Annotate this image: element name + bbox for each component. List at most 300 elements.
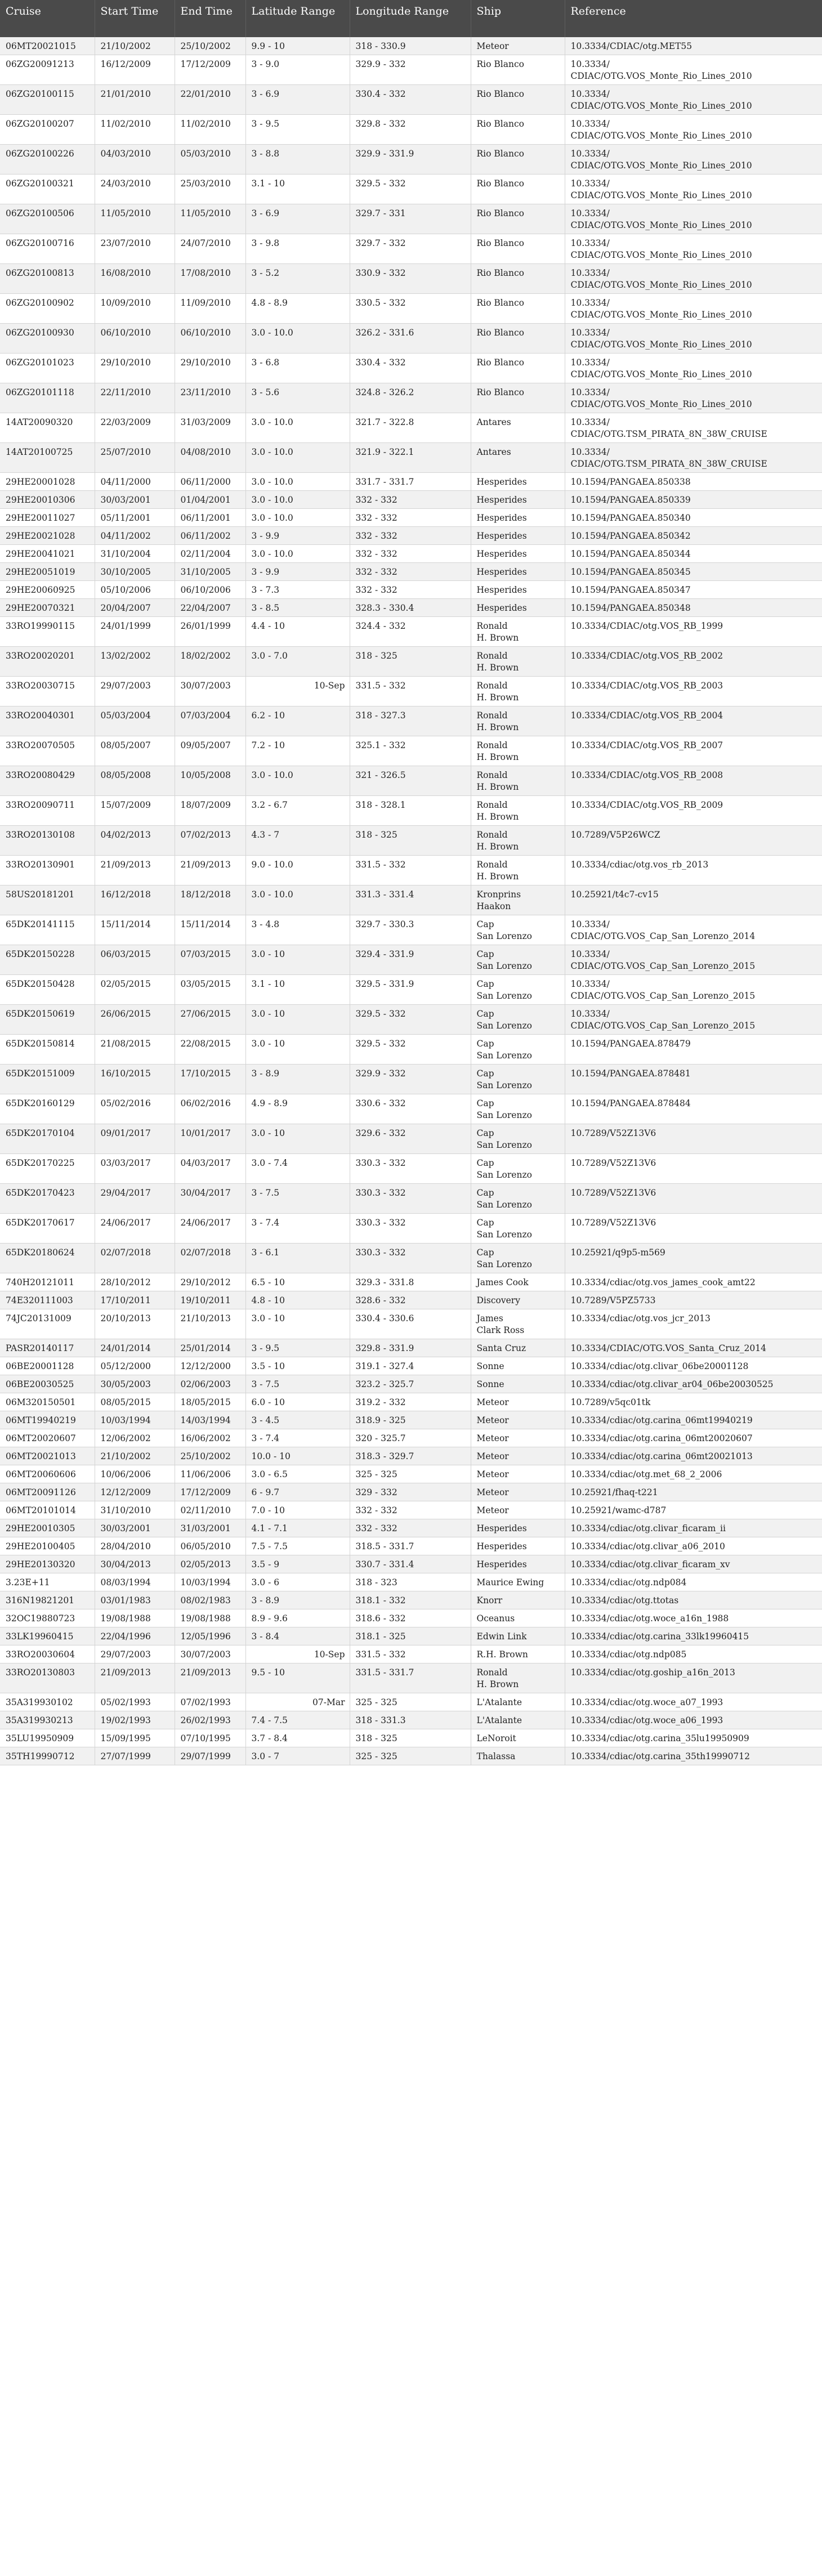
cell-end-time: 18/02/2002 bbox=[175, 647, 245, 677]
cell-reference: 10.3334/ CDIAC/OTG.VOS_Monte_Rio_Lines_2010 bbox=[565, 85, 822, 115]
cell-latitude-range: 3.7 - 8.4 bbox=[245, 1729, 350, 1747]
cell-latitude-range: 07-Mar bbox=[245, 1693, 350, 1711]
cell-latitude-range: 3 - 7.3 bbox=[245, 581, 350, 599]
cell-ship: Rio Blanco bbox=[471, 115, 565, 145]
cell-end-time: 24/06/2017 bbox=[175, 1214, 245, 1244]
cell-ship: Rio Blanco bbox=[471, 383, 565, 413]
cell-latitude-range: 9.0 - 10.0 bbox=[245, 856, 350, 886]
cell-end-time: 12/05/1996 bbox=[175, 1627, 245, 1645]
cell-latitude-range: 7.0 - 10 bbox=[245, 1501, 350, 1519]
cell-cruise: 06ZG20101118 bbox=[0, 383, 95, 413]
cell-start-time: 22/03/2009 bbox=[95, 413, 175, 443]
cell-latitude-range: 3.0 - 10.0 bbox=[245, 509, 350, 527]
table-row bbox=[0, 115, 822, 145]
cell-reference: 10.7289/V5PZ5733 bbox=[565, 1291, 822, 1309]
cell-longitude-range: 329.8 - 331.9 bbox=[350, 1339, 471, 1357]
cell-cruise: 65DK20170225 bbox=[0, 1154, 95, 1184]
cell-end-time: 29/10/2012 bbox=[175, 1273, 245, 1291]
cell-end-time: 12/12/2000 bbox=[175, 1357, 245, 1375]
cell-latitude-range: 3 - 6.1 bbox=[245, 1244, 350, 1273]
table-row bbox=[0, 617, 822, 647]
table-row bbox=[0, 1291, 822, 1309]
cell-reference: 10.1594/PANGAEA.878481 bbox=[565, 1065, 822, 1094]
cell-longitude-range: 318 - 325 bbox=[350, 647, 471, 677]
cell-start-time: 04/03/2010 bbox=[95, 145, 175, 175]
cell-latitude-range: 7.2 - 10 bbox=[245, 736, 350, 766]
cell-latitude-range: 3 - 5.6 bbox=[245, 383, 350, 413]
table-row bbox=[0, 945, 822, 975]
cell-ship: Hesperides bbox=[471, 509, 565, 527]
cell-end-time: 02/11/2010 bbox=[175, 1501, 245, 1519]
cell-end-time: 04/08/2010 bbox=[175, 443, 245, 473]
cell-end-time: 06/10/2006 bbox=[175, 581, 245, 599]
cell-reference: 10.3334/CDIAC/otg.VOS_RB_2004 bbox=[565, 706, 822, 736]
cell-cruise: 74JC20131009 bbox=[0, 1309, 95, 1339]
cell-end-time: 25/10/2002 bbox=[175, 37, 245, 55]
cell-ship: Cap San Lorenzo bbox=[471, 945, 565, 975]
cell-latitude-range: 6.5 - 10 bbox=[245, 1273, 350, 1291]
cell-reference: 10.3334/cdiac/otg.carina_35lu19950909 bbox=[565, 1729, 822, 1747]
cell-ship: Ronald H. Brown bbox=[471, 736, 565, 766]
cell-ship: Meteor bbox=[471, 1411, 565, 1429]
cell-start-time: 08/05/2015 bbox=[95, 1393, 175, 1411]
cell-latitude-range: 6 - 9.7 bbox=[245, 1483, 350, 1501]
cell-longitude-range: 329 - 332 bbox=[350, 1483, 471, 1501]
cell-end-time: 07/10/1995 bbox=[175, 1729, 245, 1747]
cell-latitude-range: 10-Sep bbox=[245, 677, 350, 706]
cell-reference: 10.3334/CDIAC/otg.VOS_RB_2003 bbox=[565, 677, 822, 706]
header-longitude-range: Longitude Range bbox=[350, 0, 471, 37]
table-row bbox=[0, 706, 822, 736]
cell-start-time: 16/12/2009 bbox=[95, 55, 175, 85]
cell-end-time: 08/02/1983 bbox=[175, 1591, 245, 1609]
cell-start-time: 05/10/2006 bbox=[95, 581, 175, 599]
cell-end-time: 06/02/2016 bbox=[175, 1094, 245, 1124]
cell-start-time: 08/05/2007 bbox=[95, 736, 175, 766]
table-row bbox=[0, 175, 822, 204]
cell-longitude-range: 330.6 - 332 bbox=[350, 1094, 471, 1124]
cell-latitude-range: 3 - 8.4 bbox=[245, 1627, 350, 1645]
cell-reference: 10.1594/PANGAEA.878484 bbox=[565, 1094, 822, 1124]
cell-start-time: 04/11/2002 bbox=[95, 527, 175, 545]
table-row bbox=[0, 599, 822, 617]
cell-ship: Cap San Lorenzo bbox=[471, 1184, 565, 1214]
cell-latitude-range: 3.0 - 10.0 bbox=[245, 324, 350, 354]
table-row bbox=[0, 886, 822, 915]
cell-ship: Ronald H. Brown bbox=[471, 1663, 565, 1693]
cell-latitude-range: 3.0 - 10.0 bbox=[245, 413, 350, 443]
cell-end-time: 14/03/1994 bbox=[175, 1411, 245, 1429]
cell-longitude-range: 331.3 - 331.4 bbox=[350, 886, 471, 915]
table-row bbox=[0, 915, 822, 945]
cell-start-time: 15/09/1995 bbox=[95, 1729, 175, 1747]
cell-end-time: 07/02/2013 bbox=[175, 826, 245, 856]
cell-end-time: 18/05/2015 bbox=[175, 1393, 245, 1411]
cell-start-time: 10/09/2010 bbox=[95, 294, 175, 324]
table-row bbox=[0, 1375, 822, 1393]
cell-cruise: 58US20181201 bbox=[0, 886, 95, 915]
cell-reference: 10.3334/ CDIAC/OTG.VOS_Monte_Rio_Lines_2010 bbox=[565, 264, 822, 294]
table-row bbox=[0, 1591, 822, 1609]
cell-ship: Cap San Lorenzo bbox=[471, 1065, 565, 1094]
cell-reference: 10.3334/CDIAC/OTG.VOS_Santa_Cruz_2014 bbox=[565, 1339, 822, 1357]
cell-longitude-range: 318 - 327.3 bbox=[350, 706, 471, 736]
cell-ship: L'Atalante bbox=[471, 1711, 565, 1729]
cell-longitude-range: 320 - 325.7 bbox=[350, 1429, 471, 1447]
cell-latitude-range: 3 - 6.9 bbox=[245, 85, 350, 115]
cell-reference: 10.1594/PANGAEA.878479 bbox=[565, 1035, 822, 1065]
cell-reference: 10.3334/CDIAC/otg.VOS_RB_1999 bbox=[565, 617, 822, 647]
cell-cruise: 33RO20130803 bbox=[0, 1663, 95, 1693]
cell-reference: 10.3334/cdiac/otg.clivar_ficaram_ii bbox=[565, 1519, 822, 1537]
table-row bbox=[0, 354, 822, 383]
cell-longitude-range: 332 - 332 bbox=[350, 491, 471, 509]
cell-end-time: 17/08/2010 bbox=[175, 264, 245, 294]
table-row bbox=[0, 581, 822, 599]
cell-start-time: 17/10/2011 bbox=[95, 1291, 175, 1309]
table-row bbox=[0, 736, 822, 766]
cell-latitude-range: 3 - 9.5 bbox=[245, 1339, 350, 1357]
cell-ship: Ronald H. Brown bbox=[471, 706, 565, 736]
cell-longitude-range: 332 - 332 bbox=[350, 1501, 471, 1519]
cell-cruise: 33RO20130108 bbox=[0, 826, 95, 856]
table-row bbox=[0, 1035, 822, 1065]
cell-longitude-range: 331.5 - 332 bbox=[350, 856, 471, 886]
cell-reference: 10.3334/ CDIAC/OTG.VOS_Monte_Rio_Lines_2010 bbox=[565, 294, 822, 324]
cell-end-time: 06/11/2002 bbox=[175, 527, 245, 545]
cell-end-time: 11/05/2010 bbox=[175, 204, 245, 234]
cell-cruise: 06ZG20100813 bbox=[0, 264, 95, 294]
cell-cruise: 14AT20100725 bbox=[0, 443, 95, 473]
cell-reference: 10.3334/ CDIAC/OTG.VOS_Monte_Rio_Lines_2010 bbox=[565, 234, 822, 264]
cell-reference: 10.7289/v5qc01tk bbox=[565, 1393, 822, 1411]
cell-latitude-range: 3.5 - 10 bbox=[245, 1357, 350, 1375]
cell-end-time: 05/03/2010 bbox=[175, 145, 245, 175]
cell-ship: Discovery bbox=[471, 1291, 565, 1309]
cell-reference: 10.3334/cdiac/otg.woce_a07_1993 bbox=[565, 1693, 822, 1711]
cell-longitude-range: 332 - 332 bbox=[350, 1519, 471, 1537]
table-row bbox=[0, 1729, 822, 1747]
cell-longitude-range: 318 - 331.3 bbox=[350, 1711, 471, 1729]
cell-latitude-range: 3.0 - 10.0 bbox=[245, 886, 350, 915]
cell-longitude-range: 318.9 - 325 bbox=[350, 1411, 471, 1429]
cell-end-time: 11/06/2006 bbox=[175, 1465, 245, 1483]
cell-longitude-range: 324.8 - 326.2 bbox=[350, 383, 471, 413]
cell-cruise: 06M320150501 bbox=[0, 1393, 95, 1411]
table-row bbox=[0, 1447, 822, 1465]
cell-reference: 10.3334/ CDIAC/OTG.VOS_Monte_Rio_Lines_2010 bbox=[565, 383, 822, 413]
cell-reference: 10.25921/fhaq-t221 bbox=[565, 1483, 822, 1501]
cell-end-time: 11/02/2010 bbox=[175, 115, 245, 145]
cell-end-time: 19/08/1988 bbox=[175, 1609, 245, 1627]
cell-end-time: 31/03/2001 bbox=[175, 1519, 245, 1537]
cell-start-time: 12/12/2009 bbox=[95, 1483, 175, 1501]
cell-cruise: 35A319930102 bbox=[0, 1693, 95, 1711]
cell-cruise: 65DK20170104 bbox=[0, 1124, 95, 1154]
cell-cruise: 29HE20060925 bbox=[0, 581, 95, 599]
cell-start-time: 20/04/2007 bbox=[95, 599, 175, 617]
cell-cruise: 06ZG20100902 bbox=[0, 294, 95, 324]
cell-start-time: 24/06/2017 bbox=[95, 1214, 175, 1244]
cell-start-time: 11/05/2010 bbox=[95, 204, 175, 234]
cell-longitude-range: 331.5 - 332 bbox=[350, 677, 471, 706]
cell-cruise: 65DK20170423 bbox=[0, 1184, 95, 1214]
cell-start-time: 24/01/2014 bbox=[95, 1339, 175, 1357]
cell-end-time: 17/12/2009 bbox=[175, 55, 245, 85]
table-row bbox=[0, 647, 822, 677]
cell-latitude-range: 3 - 9.5 bbox=[245, 115, 350, 145]
cell-ship: Cap San Lorenzo bbox=[471, 1005, 565, 1035]
cell-cruise: 65DK20160129 bbox=[0, 1094, 95, 1124]
cell-longitude-range: 329.9 - 332 bbox=[350, 1065, 471, 1094]
cell-longitude-range: 323.2 - 325.7 bbox=[350, 1375, 471, 1393]
cell-latitude-range: 4.1 - 7.1 bbox=[245, 1519, 350, 1537]
cell-ship: Cap San Lorenzo bbox=[471, 1154, 565, 1184]
cell-cruise: 65DK20150428 bbox=[0, 975, 95, 1005]
cell-start-time: 19/08/1988 bbox=[95, 1609, 175, 1627]
cell-cruise: 29HE20010305 bbox=[0, 1519, 95, 1537]
cell-start-time: 03/01/1983 bbox=[95, 1591, 175, 1609]
header-cruise: Cruise bbox=[0, 0, 95, 37]
table-row bbox=[0, 975, 822, 1005]
cell-reference: 10.1594/PANGAEA.850339 bbox=[565, 491, 822, 509]
cell-ship: Thalassa bbox=[471, 1747, 565, 1765]
cell-latitude-range: 3 - 4.5 bbox=[245, 1411, 350, 1429]
cell-longitude-range: 331.7 - 331.7 bbox=[350, 473, 471, 491]
cell-start-time: 08/05/2008 bbox=[95, 766, 175, 796]
table-row bbox=[0, 796, 822, 826]
cell-cruise: 3.23E+11 bbox=[0, 1573, 95, 1591]
table-row bbox=[0, 1214, 822, 1244]
cell-ship: Meteor bbox=[471, 1447, 565, 1465]
table-row bbox=[0, 145, 822, 175]
cell-latitude-range: 3.0 - 6 bbox=[245, 1573, 350, 1591]
cell-longitude-range: 332 - 332 bbox=[350, 545, 471, 563]
cell-reference: 10.3334/ CDIAC/OTG.TSM_PIRATA_8N_38W_CRUISE bbox=[565, 443, 822, 473]
table-row bbox=[0, 826, 822, 856]
cell-longitude-range: 330.5 - 332 bbox=[350, 294, 471, 324]
cell-latitude-range: 3.0 - 10.0 bbox=[245, 766, 350, 796]
cell-ship: Cap San Lorenzo bbox=[471, 1094, 565, 1124]
cell-end-time: 22/01/2010 bbox=[175, 85, 245, 115]
cell-longitude-range: 332 - 332 bbox=[350, 581, 471, 599]
cell-ship: Cap San Lorenzo bbox=[471, 1035, 565, 1065]
table-row bbox=[0, 443, 822, 473]
cell-start-time: 19/02/1993 bbox=[95, 1711, 175, 1729]
table-row bbox=[0, 1501, 822, 1519]
cell-cruise: 06BE20030525 bbox=[0, 1375, 95, 1393]
table-row bbox=[0, 1483, 822, 1501]
cell-cruise: 33RO20020201 bbox=[0, 647, 95, 677]
cell-start-time: 16/08/2010 bbox=[95, 264, 175, 294]
cell-longitude-range: 324.4 - 332 bbox=[350, 617, 471, 647]
header-row bbox=[0, 0, 822, 37]
cell-cruise: 65DK20180624 bbox=[0, 1244, 95, 1273]
cell-latitude-range: 10.0 - 10 bbox=[245, 1447, 350, 1465]
cell-reference: 10.3334/CDIAC/otg.MET55 bbox=[565, 37, 822, 55]
table-row bbox=[0, 545, 822, 563]
cell-ship: Hesperides bbox=[471, 527, 565, 545]
cell-latitude-range: 4.8 - 8.9 bbox=[245, 294, 350, 324]
cell-end-time: 23/11/2010 bbox=[175, 383, 245, 413]
cell-end-time: 02/05/2013 bbox=[175, 1555, 245, 1573]
cell-start-time: 23/07/2010 bbox=[95, 234, 175, 264]
cell-longitude-range: 331.5 - 332 bbox=[350, 1645, 471, 1663]
cell-ship: Edwin Link bbox=[471, 1627, 565, 1645]
cell-latitude-range: 3.0 - 7.4 bbox=[245, 1154, 350, 1184]
cell-end-time: 25/03/2010 bbox=[175, 175, 245, 204]
table-row bbox=[0, 1411, 822, 1429]
cell-longitude-range: 329.7 - 330.3 bbox=[350, 915, 471, 945]
cell-longitude-range: 329.5 - 332 bbox=[350, 1035, 471, 1065]
cell-reference: 10.25921/wamc-d787 bbox=[565, 1501, 822, 1519]
cell-cruise: 06ZG20100207 bbox=[0, 115, 95, 145]
cell-ship: Meteor bbox=[471, 1429, 565, 1447]
cell-cruise: 06ZG20101023 bbox=[0, 354, 95, 383]
cell-longitude-range: 319.2 - 332 bbox=[350, 1393, 471, 1411]
cell-latitude-range: 4.4 - 10 bbox=[245, 617, 350, 647]
table-row bbox=[0, 1465, 822, 1483]
table-row bbox=[0, 1747, 822, 1765]
cell-longitude-range: 325.1 - 332 bbox=[350, 736, 471, 766]
cell-reference: 10.1594/PANGAEA.850347 bbox=[565, 581, 822, 599]
cell-start-time: 21/09/2013 bbox=[95, 856, 175, 886]
cell-cruise: 29HE20100405 bbox=[0, 1537, 95, 1555]
cell-latitude-range: 3.0 - 10 bbox=[245, 1124, 350, 1154]
cell-end-time: 21/10/2013 bbox=[175, 1309, 245, 1339]
cell-reference: 10.1594/PANGAEA.850340 bbox=[565, 509, 822, 527]
cell-ship: Rio Blanco bbox=[471, 145, 565, 175]
cell-longitude-range: 329.5 - 332 bbox=[350, 175, 471, 204]
cell-end-time: 02/11/2004 bbox=[175, 545, 245, 563]
cell-end-time: 06/05/2010 bbox=[175, 1537, 245, 1555]
cell-reference: 10.3334/cdiac/otg.ndp085 bbox=[565, 1645, 822, 1663]
cell-cruise: 06MT20060606 bbox=[0, 1465, 95, 1483]
cell-latitude-range: 6.0 - 10 bbox=[245, 1393, 350, 1411]
cell-reference: 10.3334/cdiac/otg.vos_james_cook_amt22 bbox=[565, 1273, 822, 1291]
cell-longitude-range: 318.3 - 329.7 bbox=[350, 1447, 471, 1465]
cell-reference: 10.25921/q9p5-m569 bbox=[565, 1244, 822, 1273]
cell-longitude-range: 325 - 325 bbox=[350, 1693, 471, 1711]
cell-ship: Meteor bbox=[471, 37, 565, 55]
cell-reference: 10.3334/ CDIAC/OTG.VOS_Cap_San_Lorenzo_2014 bbox=[565, 915, 822, 945]
cell-longitude-range: 329.5 - 331.9 bbox=[350, 975, 471, 1005]
cell-start-time: 16/10/2015 bbox=[95, 1065, 175, 1094]
cell-longitude-range: 326.2 - 331.6 bbox=[350, 324, 471, 354]
header-reference: Reference bbox=[565, 0, 822, 37]
cell-start-time: 29/04/2017 bbox=[95, 1184, 175, 1214]
cell-cruise: 65DK20150228 bbox=[0, 945, 95, 975]
cell-start-time: 06/03/2015 bbox=[95, 945, 175, 975]
cell-ship: Antares bbox=[471, 413, 565, 443]
cell-longitude-range: 325 - 325 bbox=[350, 1747, 471, 1765]
cell-cruise: 32OC19880723 bbox=[0, 1609, 95, 1627]
cell-longitude-range: 321 - 326.5 bbox=[350, 766, 471, 796]
table-row bbox=[0, 85, 822, 115]
cell-reference: 10.3334/ CDIAC/OTG.VOS_Monte_Rio_Lines_2010 bbox=[565, 175, 822, 204]
cell-cruise: 29HE20011027 bbox=[0, 509, 95, 527]
cell-start-time: 10/03/1994 bbox=[95, 1411, 175, 1429]
cell-ship: Hesperides bbox=[471, 1537, 565, 1555]
table-row bbox=[0, 324, 822, 354]
cell-ship: Hesperides bbox=[471, 545, 565, 563]
cell-longitude-range: 330.3 - 332 bbox=[350, 1154, 471, 1184]
cell-latitude-range: 3.0 - 6.5 bbox=[245, 1465, 350, 1483]
cell-latitude-range: 3.2 - 6.7 bbox=[245, 796, 350, 826]
cell-latitude-range: 3 - 9.0 bbox=[245, 55, 350, 85]
cell-cruise: 33RO20070505 bbox=[0, 736, 95, 766]
cell-reference: 10.3334/cdiac/otg.woce_a16n_1988 bbox=[565, 1609, 822, 1627]
cell-end-time: 21/09/2013 bbox=[175, 1663, 245, 1693]
cell-ship: Hesperides bbox=[471, 1555, 565, 1573]
cell-cruise: PASR20140117 bbox=[0, 1339, 95, 1357]
table-row bbox=[0, 1429, 822, 1447]
cell-ship: Rio Blanco bbox=[471, 294, 565, 324]
cell-cruise: 33RO20130901 bbox=[0, 856, 95, 886]
table-row bbox=[0, 1663, 822, 1693]
cell-latitude-range: 3 - 5.2 bbox=[245, 264, 350, 294]
cell-start-time: 21/09/2013 bbox=[95, 1663, 175, 1693]
table-row bbox=[0, 294, 822, 324]
cell-start-time: 30/05/2003 bbox=[95, 1375, 175, 1393]
cell-ship: Ronald H. Brown bbox=[471, 677, 565, 706]
cell-end-time: 29/10/2010 bbox=[175, 354, 245, 383]
cell-latitude-range: 7.4 - 7.5 bbox=[245, 1711, 350, 1729]
table-row bbox=[0, 677, 822, 706]
cell-cruise: 65DK20150619 bbox=[0, 1005, 95, 1035]
cell-latitude-range: 6.2 - 10 bbox=[245, 706, 350, 736]
table-row bbox=[0, 413, 822, 443]
table-row bbox=[0, 1154, 822, 1184]
cell-end-time: 30/04/2017 bbox=[175, 1184, 245, 1214]
cell-start-time: 21/08/2015 bbox=[95, 1035, 175, 1065]
cell-end-time: 02/06/2003 bbox=[175, 1375, 245, 1393]
cell-latitude-range: 3.0 - 10.0 bbox=[245, 443, 350, 473]
table-row bbox=[0, 563, 822, 581]
cell-start-time: 29/07/2003 bbox=[95, 677, 175, 706]
cell-reference: 10.3334/cdiac/otg.clivar_a06_2010 bbox=[565, 1537, 822, 1555]
cell-start-time: 30/03/2001 bbox=[95, 1519, 175, 1537]
cell-cruise: 06ZG20100716 bbox=[0, 234, 95, 264]
cell-start-time: 21/10/2002 bbox=[95, 37, 175, 55]
cell-ship: Hesperides bbox=[471, 473, 565, 491]
cell-latitude-range: 3 - 7.4 bbox=[245, 1429, 350, 1447]
cell-longitude-range: 318 - 330.9 bbox=[350, 37, 471, 55]
cell-longitude-range: 318 - 328.1 bbox=[350, 796, 471, 826]
cell-start-time: 15/11/2014 bbox=[95, 915, 175, 945]
cell-latitude-range: 3 - 7.5 bbox=[245, 1375, 350, 1393]
cell-ship: Cap San Lorenzo bbox=[471, 1214, 565, 1244]
table-row bbox=[0, 1573, 822, 1591]
cell-cruise: 33RO20090711 bbox=[0, 796, 95, 826]
cell-ship: Rio Blanco bbox=[471, 264, 565, 294]
cell-cruise: 29HE20021028 bbox=[0, 527, 95, 545]
cell-reference: 10.3334/cdiac/otg.carina_06mt20021013 bbox=[565, 1447, 822, 1465]
cell-reference: 10.7289/V52Z13V6 bbox=[565, 1154, 822, 1184]
cell-end-time: 09/05/2007 bbox=[175, 736, 245, 766]
table-row bbox=[0, 1609, 822, 1627]
table-row bbox=[0, 509, 822, 527]
cell-end-time: 18/12/2018 bbox=[175, 886, 245, 915]
cell-longitude-range: 329.3 - 331.8 bbox=[350, 1273, 471, 1291]
cell-reference: 10.1594/PANGAEA.850345 bbox=[565, 563, 822, 581]
cell-end-time: 02/07/2018 bbox=[175, 1244, 245, 1273]
cell-longitude-range: 330.3 - 332 bbox=[350, 1244, 471, 1273]
cell-end-time: 27/06/2015 bbox=[175, 1005, 245, 1035]
cell-reference: 10.3334/ CDIAC/OTG.VOS_Monte_Rio_Lines_2010 bbox=[565, 324, 822, 354]
cell-end-time: 21/09/2013 bbox=[175, 856, 245, 886]
cell-reference: 10.7289/V52Z13V6 bbox=[565, 1124, 822, 1154]
